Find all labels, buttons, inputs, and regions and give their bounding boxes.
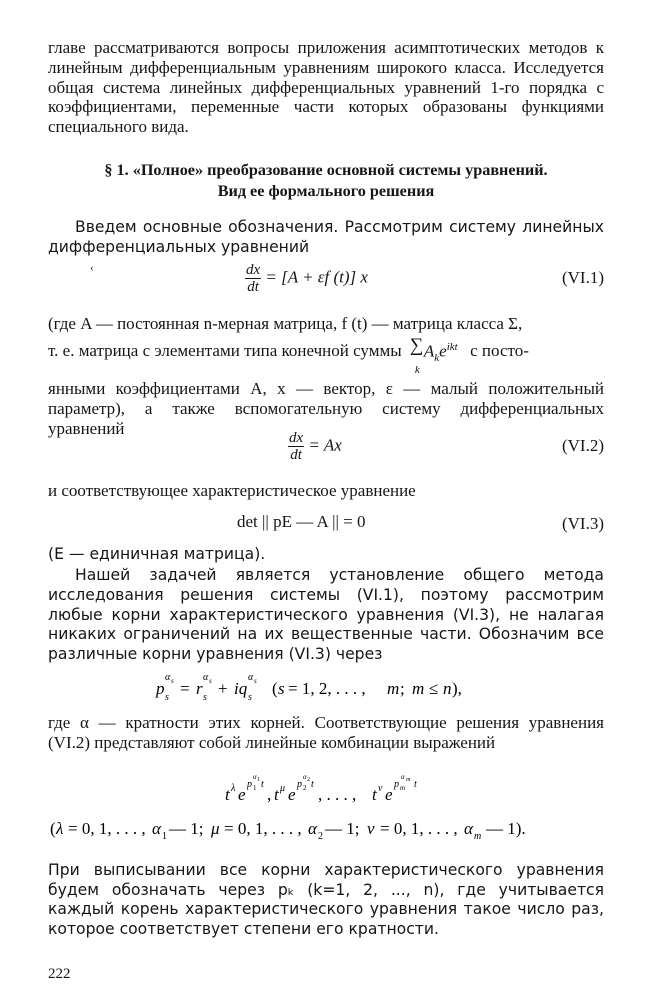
svg-text:s: s: [254, 677, 257, 685]
svg-text:m: m: [474, 831, 482, 842]
eq1-fraction: $\frac{dx}{dt}$: [246, 262, 261, 295]
svg-text:),: ),: [452, 679, 462, 698]
eq4-svg: [48, 668, 604, 704]
svg-text:s: s: [278, 679, 285, 698]
svg-text:+: +: [218, 679, 228, 698]
paragraph-unit-matrix: (E — единичная матрица).: [48, 545, 266, 563]
svg-text:s: s: [209, 677, 212, 685]
svg-text:α: α: [165, 672, 171, 683]
paragraph-final: При выписывании все корни характеристического уравнения будем обозначать через pₖ (k=1, 2, ..., n), где учитывается каждый корень характеристического уравнения такое число раз, которое соответствует степени его кратности.: [48, 861, 604, 938]
svg-text:t: t: [311, 779, 314, 790]
svg-text:ν: ν: [367, 819, 375, 838]
eq2-number: (VI.2): [561, 436, 604, 455]
svg-text:— 1;: — 1;: [325, 819, 360, 838]
svg-text:λ: λ: [56, 819, 64, 838]
svg-text:= 0, 1, . . . ,: = 0, 1, . . . ,: [380, 819, 458, 838]
svg-text:1: 1: [162, 831, 167, 842]
svg-text:m: m: [387, 679, 400, 698]
equation-vi3: [48, 508, 604, 542]
svg-text:p: p: [394, 779, 399, 790]
svg-text:ν: ν: [378, 783, 383, 794]
svg-text:2: 2: [318, 831, 323, 842]
svg-text:p: p: [297, 779, 302, 790]
paragraph-where-line1: (где A — постоянная n-мерная матрица, f (t) — матрица класса Σ,: [48, 314, 523, 333]
svg-text:,: ,: [267, 785, 272, 804]
svg-text:(: (: [272, 679, 278, 698]
equation-index-ranges: [48, 814, 604, 844]
svg-text:α: α: [464, 819, 473, 838]
svg-text:α: α: [303, 773, 307, 781]
svg-text:α: α: [152, 819, 161, 838]
equation-roots: [48, 668, 604, 704]
svg-text:=: =: [180, 679, 190, 698]
svg-text:, . . . ,: , . . . ,: [318, 785, 357, 804]
svg-text:s: s: [203, 692, 207, 703]
svg-text:;: ;: [400, 679, 405, 698]
eq2-fraction: $\frac{dx}{dt}$: [289, 430, 304, 463]
svg-text:p: p: [156, 679, 165, 698]
eq5-svg: [48, 762, 604, 806]
svg-text:p: p: [247, 779, 252, 790]
paragraph-where-rest: янными коэффициентами A, x — вектор, ε — малый положительный параметр), а также вспомогательную систему дифференциальных уравнений: [48, 379, 604, 438]
svg-text:1: 1: [253, 784, 257, 792]
svg-text:μ: μ: [211, 819, 220, 838]
svg-text:iq: iq: [234, 679, 248, 698]
svg-text:m: m: [412, 679, 425, 698]
svg-text:t: t: [274, 785, 279, 804]
eq1-rhs: = [A + εf (t)] x: [265, 267, 368, 287]
section-heading-line2: Вид ее формального решения: [217, 182, 435, 200]
svg-text:e: e: [385, 785, 393, 804]
equation-vi2: [48, 430, 604, 464]
svg-text:t: t: [225, 785, 230, 804]
svg-text:α: α: [248, 672, 254, 683]
equation-exponentials: [48, 762, 604, 806]
svg-text:s: s: [248, 692, 252, 703]
svg-text:r: r: [196, 679, 203, 698]
svg-text:s: s: [171, 677, 174, 685]
paragraph-alpha: где α — кратности этих корней. Соответствующие решения уравнения (VI.2) представляют собой линейные комбинации выражений: [48, 713, 604, 752]
equation-vi1: [48, 262, 604, 296]
svg-text:α: α: [253, 773, 257, 781]
svg-text:2: 2: [307, 777, 310, 783]
eq1-number: (VI.1): [561, 268, 604, 287]
svg-text:2: 2: [303, 784, 307, 792]
svg-text:α: α: [203, 672, 209, 683]
svg-text:α: α: [401, 773, 405, 781]
svg-text:s: s: [165, 692, 169, 703]
svg-text:(: (: [50, 819, 56, 838]
svg-text:1: 1: [257, 777, 260, 783]
eq2-rhs: = Ax: [308, 435, 342, 455]
eq3-number: (VI.3): [561, 514, 604, 533]
svg-text:e: e: [238, 785, 246, 804]
paragraph-where-line2: т. е. матрица с элементами типа конечной суммы ∑ $A_ke^{ikt}$ k с посто-: [48, 335, 529, 376]
svg-text:≤: ≤: [429, 679, 439, 698]
svg-text:t: t: [372, 785, 377, 804]
svg-text:= 0, 1, . . . ,: = 0, 1, . . . ,: [68, 819, 146, 838]
svg-text:μ: μ: [280, 783, 286, 794]
intro-paragraph: главе рассматриваются вопросы приложения асимптотических методов к линейным дифференциальным уравнениям широкого класса. Исследуется общая система линейных дифференциальных уравнений 1-го порядка с коэффициентами, переменные части которых образованы функциями специального вида.: [48, 38, 604, 137]
svg-text:= 0, 1, . . . ,: = 0, 1, . . . ,: [224, 819, 302, 838]
paragraph-characteristic: и соответствующее характеристическое уравнение: [48, 481, 416, 500]
section-heading-line1: § 1. «Полное» преобразование основной системы уравнений.: [104, 161, 548, 179]
page-number: 222: [48, 966, 71, 982]
svg-text:e: e: [288, 785, 296, 804]
paragraph-introduce: Введем основные обозначения. Рассмотрим систему линейных дифференциальных уравнений: [48, 218, 604, 256]
svg-text:t: t: [261, 779, 264, 790]
paragraph-task: Нашей задачей является установление общего метода исследования решения системы (VI.1), поэтому рассмотрим любые корни характеристического уравнения (VI.3), не налагая никаких ограничений на их вещественные части. Обозначим все различные корни уравнения (VI.3) через: [48, 566, 604, 664]
svg-text:n: n: [443, 679, 452, 698]
svg-text:λ: λ: [231, 783, 236, 794]
eq6-svg: [48, 814, 604, 844]
margin-mark: ‹: [90, 262, 94, 274]
svg-text:m: m: [400, 784, 406, 792]
svg-text:α: α: [308, 819, 317, 838]
svg-text:— 1;: — 1;: [169, 819, 204, 838]
svg-text:— 1).: — 1).: [486, 819, 526, 838]
sum-expression: ∑ $A_ke^{ikt}$ k: [409, 335, 458, 376]
svg-text:t: t: [414, 779, 417, 790]
svg-text:m: m: [406, 777, 411, 783]
eq3-text: det || pE — A || = 0: [237, 512, 366, 531]
svg-text:= 1, 2, . . . ,: = 1, 2, . . . ,: [288, 679, 366, 698]
